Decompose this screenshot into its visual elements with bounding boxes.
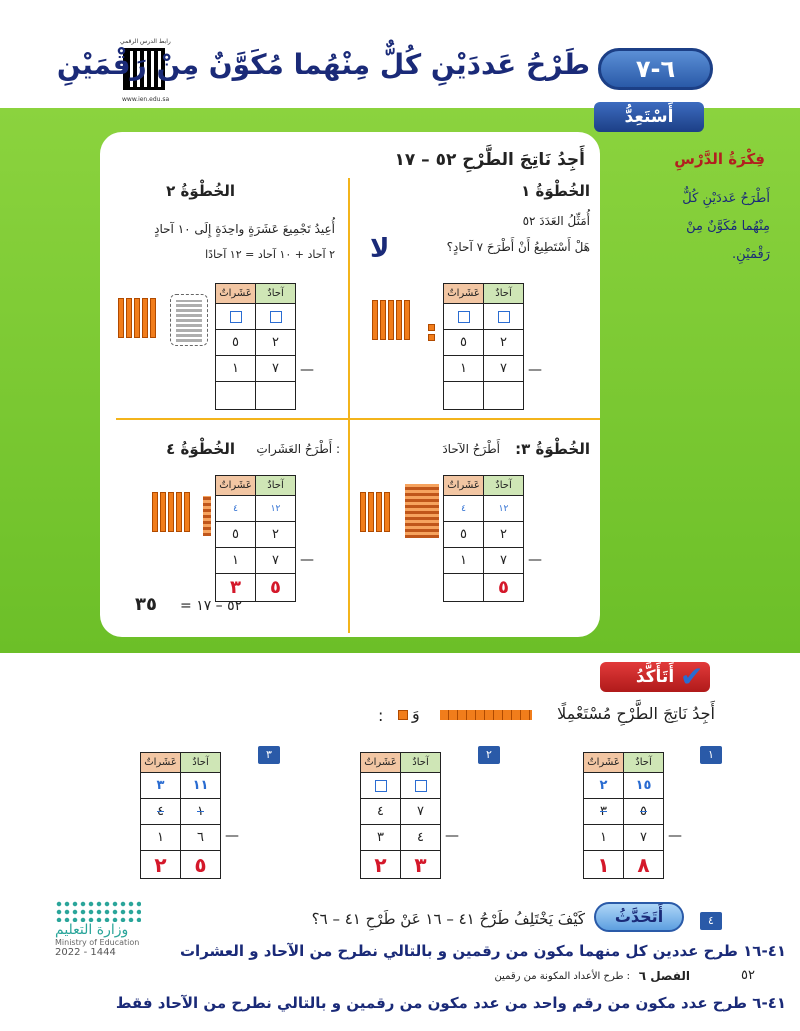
crossed-ones-icon xyxy=(405,484,439,538)
tens-rod-icon xyxy=(440,710,532,720)
answer-box[interactable] xyxy=(458,311,470,323)
regroup-digit: ١٢ xyxy=(256,496,296,522)
problem-statement: أَجِدُ نَاتِجَ الطَّرْحِ ٥٢ – ١٧ xyxy=(394,150,585,170)
ministry-name-ar: وزارة التعليم xyxy=(55,922,129,938)
regroup-digit[interactable]: ٣ xyxy=(141,773,181,799)
result-digit: ٥ xyxy=(484,574,524,602)
qr-caption: رابط الدرس الرقمي xyxy=(120,38,171,45)
answer-box[interactable] xyxy=(270,311,282,323)
ones-header: آحادٌ xyxy=(181,753,221,773)
answer-box[interactable] xyxy=(230,311,242,323)
regroup-digit: ٤ xyxy=(444,496,484,522)
regroup-digit: ١٢ xyxy=(484,496,524,522)
digit: ٥ xyxy=(624,799,664,825)
tens-rod xyxy=(118,298,124,338)
answer-box[interactable] xyxy=(498,311,510,323)
digit: ٧ xyxy=(256,548,296,574)
step1-answer: لا xyxy=(370,234,390,264)
tens-header: عَشَراتٌ xyxy=(444,284,484,304)
minus-sign: — xyxy=(300,362,314,378)
lesson-number: ٦-٧ xyxy=(635,55,676,83)
divider-vertical xyxy=(348,178,350,633)
step4-answer: ٣٥ xyxy=(135,594,157,615)
result-cell[interactable] xyxy=(256,382,296,410)
ones-header: آحادٌ xyxy=(256,476,296,496)
chapter-title: : طرح الأعداد المكونة من رقمين xyxy=(494,971,630,982)
page-number: ٥٢ xyxy=(741,968,755,983)
digit: ٧ xyxy=(401,799,441,825)
minus-sign: — xyxy=(528,362,542,378)
digit: ٣ xyxy=(361,825,401,851)
step2-line1: أُعِيدُ تَجْمِيعَ عَشَرَةٍ واحِدَةٍ إِلَى ١٠ آحادٍ xyxy=(154,222,335,236)
result-digit[interactable]: ٨ xyxy=(624,851,664,879)
digit: ٤ xyxy=(141,799,181,825)
lesson-idea-text: أَطْرَحُ عَددَيْنِ كُلٌّ مِنْهُما مُكَوَّنٌ مِنْ رَقْمَيْنِ. xyxy=(682,191,770,262)
digit: ١ xyxy=(181,799,221,825)
ones-header: آحادٌ xyxy=(256,284,296,304)
step4-place-value-table xyxy=(215,475,296,602)
ministry-name-en: Ministry of Education xyxy=(55,938,140,947)
note-2: ٤١-٦ طرح عدد مكون من رقم واحد من عدد مكون من رقمين و بالتالي نطرح من الآحاد فقط xyxy=(115,994,786,1012)
minus-sign: — xyxy=(225,828,239,844)
regroup-digit[interactable]: ١٥ xyxy=(624,773,664,799)
result-digit[interactable]: ١ xyxy=(584,851,624,879)
tens-rod xyxy=(384,492,390,532)
minus-sign: — xyxy=(668,828,682,844)
ones-header: آحادٌ xyxy=(401,753,441,773)
result-digit: ٥ xyxy=(256,574,296,602)
step3-title: الخُطْوَةُ ٣: xyxy=(515,440,590,458)
explore-badge: أَسْتَعِدُّ xyxy=(594,102,704,132)
step2-title: الخُطْوَةُ ٢ xyxy=(166,182,235,200)
edition-year: 2022 - 1444 xyxy=(55,947,116,958)
tens-rod xyxy=(360,492,366,532)
digit: ٤ xyxy=(361,799,401,825)
checkmark-icon: ✔ xyxy=(680,660,704,693)
digit: ٦ xyxy=(181,825,221,851)
tens-rod xyxy=(372,300,378,340)
tens-rod xyxy=(368,492,374,532)
result-digit[interactable]: ٣ xyxy=(401,851,441,879)
tens-header: عَشَراتٌ xyxy=(361,753,401,773)
tens-header: عَشَراتٌ xyxy=(444,476,484,496)
ones-cube xyxy=(428,334,435,341)
digit: ١ xyxy=(216,548,256,574)
tens-rod xyxy=(160,492,166,532)
check-and: وَ xyxy=(412,704,420,723)
digit: ١ xyxy=(584,825,624,851)
step4-title: الخُطْوَةُ ٤ xyxy=(166,440,235,458)
tens-header: عَشَراتٌ xyxy=(584,753,624,773)
digit: ٢ xyxy=(256,522,296,548)
lesson-idea-title: فِكْرَةُ الدَّرْسِ xyxy=(674,150,765,168)
tens-rod xyxy=(376,492,382,532)
step1-line2: هَلْ أَسْتَطِيعُ أَنْ أَطْرَحَ ٧ آحادٍ؟ xyxy=(446,240,590,254)
ones-cubes-icon xyxy=(203,496,211,536)
digit: ١ xyxy=(444,548,484,574)
minus-sign: — xyxy=(445,828,459,844)
check-colon: : xyxy=(378,706,384,725)
regroup-digit: ٤ xyxy=(216,496,256,522)
step1-line1: أُمَثِّلُ العَدَدَ ٥٢ xyxy=(522,214,590,228)
lesson-number-badge xyxy=(598,48,713,90)
ones-cube-icon xyxy=(398,710,408,720)
step1-title: الخُطْوَةُ ١ xyxy=(521,182,590,200)
exercise-3-number: ٣ xyxy=(258,746,280,764)
ministry-logo xyxy=(55,900,155,958)
answer-box[interactable] xyxy=(415,780,427,792)
digit: ١ xyxy=(216,356,256,382)
talk-number: ٤ xyxy=(700,912,722,930)
step1-place-value-table xyxy=(443,283,524,410)
ones-header: آحادٌ xyxy=(484,284,524,304)
minus-sign: — xyxy=(300,552,314,568)
regroup-digit[interactable]: ١١ xyxy=(181,773,221,799)
step3-subtitle: أَطْرَحُ الآحادَ xyxy=(442,442,500,456)
ones-cube xyxy=(428,324,435,331)
chapter-label: الفصل ٦ xyxy=(638,969,690,983)
check-instruction: أَجِدُ نَاتِجَ الطَّرْحِ مُسْتَعْمِلًا xyxy=(557,704,715,723)
result-digit[interactable]: ٢ xyxy=(361,851,401,879)
result-digit: ٣ xyxy=(216,574,256,602)
tens-rod xyxy=(176,492,182,532)
result-cell[interactable] xyxy=(444,382,484,410)
result-digit[interactable]: ٢ xyxy=(141,851,181,879)
digit: ٧ xyxy=(624,825,664,851)
result-cell[interactable] xyxy=(216,382,256,410)
step3-place-value-table xyxy=(443,475,524,602)
minus-sign: — xyxy=(528,552,542,568)
digit: ٢ xyxy=(484,522,524,548)
regroup-digit[interactable]: ٢ xyxy=(584,773,624,799)
digit: ٧ xyxy=(484,548,524,574)
digit: ٢ xyxy=(484,330,524,356)
tens-rod xyxy=(142,298,148,338)
digit: ٥ xyxy=(216,330,256,356)
tens-rod xyxy=(150,298,156,338)
digit: ٥ xyxy=(444,330,484,356)
tens-rod xyxy=(168,492,174,532)
tens-header: عَشَراتٌ xyxy=(216,476,256,496)
tens-rod xyxy=(184,492,190,532)
ones-header: آحادٌ xyxy=(624,753,664,773)
digit: ٧ xyxy=(484,356,524,382)
tens-header: عَشَراتٌ xyxy=(141,753,181,773)
exercise-2-table xyxy=(360,752,441,879)
answer-box[interactable] xyxy=(375,780,387,792)
step2-line2: ٢ آحاد + ١٠ آحاد = ١٢ آحادًا xyxy=(205,248,335,261)
exercise-1-table xyxy=(583,752,664,879)
explore-panel xyxy=(100,132,600,637)
digit: ٢ xyxy=(256,330,296,356)
tens-rod xyxy=(396,300,402,340)
tens-rod xyxy=(404,300,410,340)
check-badge: أَتَأَكَّدُ xyxy=(600,662,710,692)
note-1: ٤١-١٦ طرح عددين كل منهما مكون من رقمين و بالتالي نطرح من الآحاد و العشرات xyxy=(179,942,786,960)
digit: ٥ xyxy=(444,522,484,548)
tens-header: عَشَراتٌ xyxy=(216,284,256,304)
exercise-2-number: ٢ xyxy=(478,746,500,764)
tens-rod xyxy=(152,492,158,532)
digit: ٥ xyxy=(216,522,256,548)
exercise-1-number: ١ xyxy=(700,746,722,764)
tens-rod xyxy=(126,298,132,338)
digit: ١ xyxy=(444,356,484,382)
step4-subtitle: : أَطْرَحُ العَشَراتِ xyxy=(256,442,340,456)
digit: ١ xyxy=(141,825,181,851)
digit: ٣ xyxy=(584,799,624,825)
digit: ٤ xyxy=(401,825,441,851)
ones-header: آحادٌ xyxy=(484,476,524,496)
step4-equation: ٥٢ – ١٧ = xyxy=(180,598,243,614)
divider-horizontal xyxy=(116,418,600,420)
talk-question: كَيْفَ يَخْتَلِفُ طَرْحُ ٤١ – ١٦ عَنْ طَرْحِ ٤١ – ٦؟ xyxy=(311,910,585,928)
talk-badge: أَتَحَدَّثُ xyxy=(594,902,684,932)
result-digit xyxy=(444,574,484,602)
exercise-3-table xyxy=(140,752,221,879)
qr-url: www.ien.edu.sa xyxy=(122,96,170,103)
tens-rod xyxy=(134,298,140,338)
result-digit[interactable]: ٥ xyxy=(181,851,221,879)
digit: ٧ xyxy=(256,356,296,382)
tens-rod xyxy=(380,300,386,340)
tens-rod xyxy=(388,300,394,340)
step2-place-value-table xyxy=(215,283,296,410)
regrouped-ones-icon xyxy=(176,300,202,342)
ministry-emblem-icon xyxy=(55,900,141,922)
result-cell[interactable] xyxy=(484,382,524,410)
page-title: طَرْحُ عَددَيْنِ كُلٌّ مِنْهُما مُكَوَّنٌ مِنْ رَقْمَيْنِ xyxy=(56,48,590,81)
